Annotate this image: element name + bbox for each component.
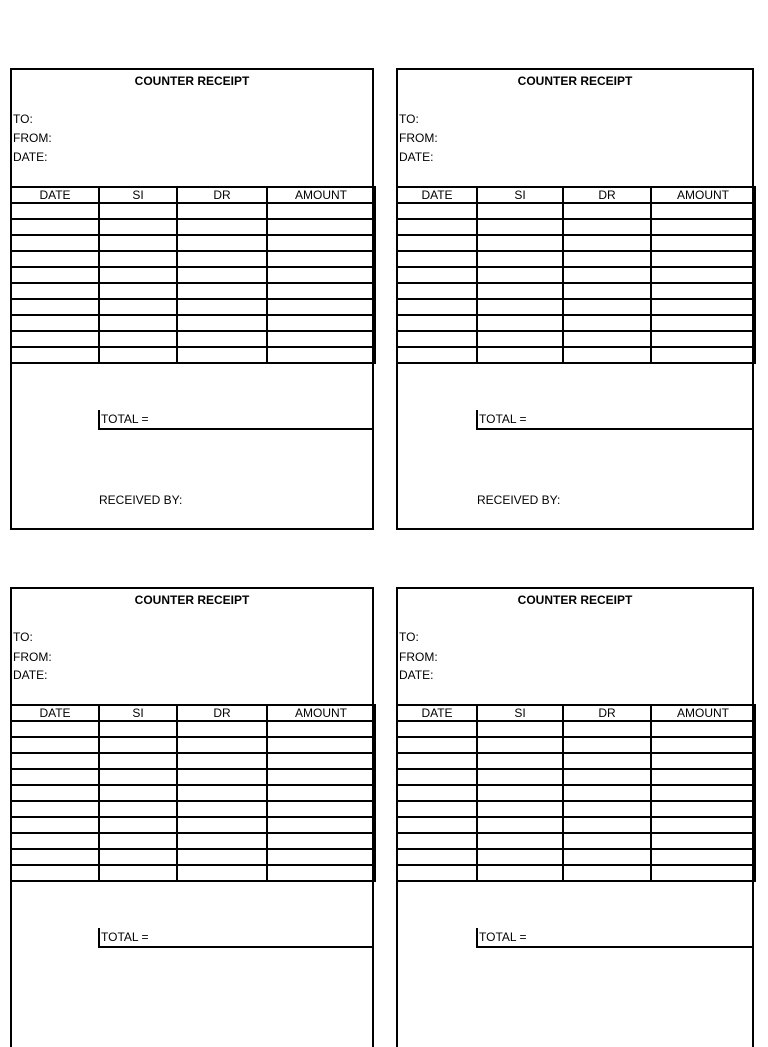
table-cell-date[interactable] <box>11 737 99 753</box>
table-cell-si[interactable] <box>99 251 177 267</box>
table-cell-dr[interactable] <box>177 721 267 737</box>
table-row <box>11 785 375 801</box>
table-cell-date[interactable] <box>397 817 477 833</box>
table-cell-dr[interactable] <box>563 817 651 833</box>
table-cell-dr[interactable] <box>177 251 267 267</box>
table-cell-amount[interactable] <box>651 753 755 769</box>
table-cell-dr[interactable] <box>563 331 651 347</box>
counter-receipt-bottom-right <box>396 587 754 1047</box>
table-cell-dr[interactable] <box>563 219 651 235</box>
counter-receipt-top-right <box>396 68 754 530</box>
counter-receipt-top-left <box>10 68 374 530</box>
table-cell-date[interactable] <box>11 299 99 315</box>
total-field: TOTAL = <box>98 928 374 948</box>
table-cell-dr[interactable] <box>177 267 267 283</box>
date-label: DATE: <box>13 150 48 164</box>
table-row <box>397 203 755 219</box>
table-cell-date[interactable] <box>397 219 477 235</box>
table-row <box>397 299 755 315</box>
table-cell-amount[interactable] <box>267 817 375 833</box>
total-field: TOTAL = <box>476 410 754 430</box>
table-row <box>11 753 375 769</box>
table-cell-dr[interactable] <box>563 721 651 737</box>
table-cell-dr[interactable] <box>563 833 651 849</box>
column-header-si: SI <box>99 187 177 203</box>
table-cell-si[interactable] <box>99 785 177 801</box>
column-header-date: DATE <box>397 705 477 721</box>
table-cell-si[interactable] <box>477 219 563 235</box>
table-row <box>397 785 755 801</box>
table-cell-dr[interactable] <box>177 299 267 315</box>
table-cell-amount[interactable] <box>651 267 755 283</box>
table-cell-si[interactable] <box>99 283 177 299</box>
table-cell-si[interactable] <box>99 315 177 331</box>
table-cell-amount[interactable] <box>651 817 755 833</box>
table-row <box>397 817 755 833</box>
from-label: FROM: <box>13 650 52 664</box>
table-row <box>11 283 375 299</box>
received-by-label: RECEIVED BY: <box>477 493 561 507</box>
table-row <box>11 721 375 737</box>
table-cell-si[interactable] <box>477 331 563 347</box>
table-cell-si[interactable] <box>477 737 563 753</box>
table-cell-dr[interactable] <box>177 235 267 251</box>
table-cell-si[interactable] <box>99 331 177 347</box>
table-cell-amount[interactable] <box>651 769 755 785</box>
table-cell-dr[interactable] <box>563 753 651 769</box>
table-cell-amount[interactable] <box>267 299 375 315</box>
table-row <box>11 203 375 219</box>
table-cell-date[interactable] <box>11 267 99 283</box>
table-row <box>397 833 755 849</box>
table-cell-date[interactable] <box>11 865 99 881</box>
receipt-table <box>396 704 756 882</box>
table-cell-amount[interactable] <box>651 347 755 363</box>
to-label: TO: <box>13 112 33 126</box>
table-row <box>397 769 755 785</box>
table-cell-amount[interactable] <box>267 785 375 801</box>
table-cell-si[interactable] <box>99 753 177 769</box>
table-row <box>11 817 375 833</box>
receipt-title: COUNTER RECEIPT <box>134 74 250 88</box>
table-row <box>11 801 375 817</box>
table-cell-amount[interactable] <box>267 251 375 267</box>
table-cell-date[interactable] <box>11 283 99 299</box>
table-cell-date[interactable] <box>11 235 99 251</box>
table-cell-dr[interactable] <box>177 219 267 235</box>
date-label: DATE: <box>399 150 434 164</box>
table-cell-si[interactable] <box>477 865 563 881</box>
table-cell-amount[interactable] <box>651 849 755 865</box>
table-cell-dr[interactable] <box>177 203 267 219</box>
table-cell-amount[interactable] <box>267 753 375 769</box>
column-header-date: DATE <box>11 187 99 203</box>
table-cell-dr[interactable] <box>563 849 651 865</box>
table-cell-amount[interactable] <box>651 801 755 817</box>
table-cell-date[interactable] <box>397 315 477 331</box>
table-cell-amount[interactable] <box>651 833 755 849</box>
column-header-si: SI <box>477 187 563 203</box>
table-cell-amount[interactable] <box>651 865 755 881</box>
receipt-table <box>10 186 376 364</box>
column-header-dr: DR <box>563 705 651 721</box>
table-cell-amount[interactable] <box>267 267 375 283</box>
table-row <box>11 299 375 315</box>
table-cell-dr[interactable] <box>177 785 267 801</box>
table-cell-dr[interactable] <box>563 251 651 267</box>
table-cell-date[interactable] <box>397 235 477 251</box>
table-cell-dr[interactable] <box>177 753 267 769</box>
table-cell-date[interactable] <box>11 315 99 331</box>
table-row <box>11 737 375 753</box>
table-cell-si[interactable] <box>99 267 177 283</box>
table-row <box>11 849 375 865</box>
table-cell-dr[interactable] <box>563 315 651 331</box>
table-row <box>11 833 375 849</box>
table-cell-si[interactable] <box>477 817 563 833</box>
table-cell-amount[interactable] <box>267 347 375 363</box>
table-cell-si[interactable] <box>477 721 563 737</box>
from-label: FROM: <box>13 131 52 145</box>
total-field: TOTAL = <box>98 410 374 430</box>
column-header-date: DATE <box>11 705 99 721</box>
table-cell-si[interactable] <box>99 769 177 785</box>
table-cell-dr[interactable] <box>563 769 651 785</box>
from-label: FROM: <box>399 131 438 145</box>
table-header-row <box>397 187 755 203</box>
table-cell-date[interactable] <box>397 833 477 849</box>
table-row <box>397 849 755 865</box>
table-cell-amount[interactable] <box>267 721 375 737</box>
table-row <box>11 865 375 881</box>
table-header-row <box>11 705 375 721</box>
table-cell-si[interactable] <box>477 203 563 219</box>
table-cell-amount[interactable] <box>267 219 375 235</box>
table-cell-dr[interactable] <box>177 283 267 299</box>
table-cell-dr[interactable] <box>177 817 267 833</box>
table-cell-amount[interactable] <box>267 865 375 881</box>
table-cell-amount[interactable] <box>267 849 375 865</box>
receipt-table <box>10 704 376 882</box>
table-cell-si[interactable] <box>99 801 177 817</box>
table-cell-dr[interactable] <box>563 235 651 251</box>
table-row <box>11 251 375 267</box>
table-cell-dr[interactable] <box>177 849 267 865</box>
table-cell-date[interactable] <box>11 203 99 219</box>
table-cell-si[interactable] <box>99 737 177 753</box>
table-cell-dr[interactable] <box>563 347 651 363</box>
table-cell-date[interactable] <box>11 817 99 833</box>
table-cell-dr[interactable] <box>177 833 267 849</box>
table-cell-date[interactable] <box>397 721 477 737</box>
table-cell-si[interactable] <box>477 267 563 283</box>
table-row <box>397 865 755 881</box>
table-row <box>397 331 755 347</box>
table-cell-dr[interactable] <box>563 801 651 817</box>
table-cell-si[interactable] <box>99 833 177 849</box>
table-cell-dr[interactable] <box>563 737 651 753</box>
table-cell-amount[interactable] <box>651 331 755 347</box>
table-cell-si[interactable] <box>99 219 177 235</box>
table-cell-date[interactable] <box>397 753 477 769</box>
table-cell-dr[interactable] <box>177 865 267 881</box>
table-cell-dr[interactable] <box>563 865 651 881</box>
column-header-amount: AMOUNT <box>267 705 375 721</box>
table-cell-dr[interactable] <box>563 283 651 299</box>
table-cell-date[interactable] <box>397 267 477 283</box>
column-header-amount: AMOUNT <box>651 187 755 203</box>
date-label: DATE: <box>13 668 48 682</box>
table-cell-dr[interactable] <box>177 331 267 347</box>
table-cell-si[interactable] <box>477 801 563 817</box>
table-cell-date[interactable] <box>11 785 99 801</box>
table-cell-date[interactable] <box>11 219 99 235</box>
table-cell-si[interactable] <box>99 347 177 363</box>
table-cell-si[interactable] <box>477 833 563 849</box>
table-cell-si[interactable] <box>477 849 563 865</box>
total-field: TOTAL = <box>476 928 754 948</box>
table-cell-amount[interactable] <box>267 283 375 299</box>
table-row <box>397 235 755 251</box>
table-cell-amount[interactable] <box>267 315 375 331</box>
table-cell-date[interactable] <box>11 849 99 865</box>
to-label: TO: <box>13 630 33 644</box>
table-cell-date[interactable] <box>397 299 477 315</box>
table-row <box>397 315 755 331</box>
table-cell-date[interactable] <box>11 833 99 849</box>
table-cell-amount[interactable] <box>651 235 755 251</box>
table-cell-dr[interactable] <box>563 785 651 801</box>
table-cell-si[interactable] <box>99 203 177 219</box>
receipt-title: COUNTER RECEIPT <box>517 74 633 88</box>
table-row <box>397 753 755 769</box>
table-cell-amount[interactable] <box>651 203 755 219</box>
table-cell-si[interactable] <box>477 283 563 299</box>
table-row <box>397 347 755 363</box>
column-header-amount: AMOUNT <box>267 187 375 203</box>
table-cell-dr[interactable] <box>563 203 651 219</box>
table-row <box>397 721 755 737</box>
table-cell-dr[interactable] <box>177 737 267 753</box>
table-cell-date[interactable] <box>397 203 477 219</box>
table-cell-amount[interactable] <box>651 737 755 753</box>
table-cell-date[interactable] <box>397 251 477 267</box>
received-by-label: RECEIVED BY: <box>99 493 183 507</box>
table-cell-date[interactable] <box>397 737 477 753</box>
table-cell-si[interactable] <box>99 299 177 315</box>
table-cell-si[interactable] <box>477 753 563 769</box>
receipt-title: COUNTER RECEIPT <box>134 593 250 607</box>
counter-receipt-bottom-left <box>10 587 374 1047</box>
table-cell-amount[interactable] <box>267 203 375 219</box>
table-row <box>397 251 755 267</box>
table-cell-si[interactable] <box>99 721 177 737</box>
receipt-title: COUNTER RECEIPT <box>517 593 633 607</box>
table-cell-dr[interactable] <box>563 267 651 283</box>
receipt-table <box>396 186 756 364</box>
table-cell-date[interactable] <box>11 331 99 347</box>
to-label: TO: <box>399 630 419 644</box>
table-cell-date[interactable] <box>11 769 99 785</box>
table-row <box>397 283 755 299</box>
column-header-dr: DR <box>563 187 651 203</box>
table-cell-si[interactable] <box>477 315 563 331</box>
date-label: DATE: <box>399 668 434 682</box>
table-cell-si[interactable] <box>99 817 177 833</box>
column-header-amount: AMOUNT <box>651 705 755 721</box>
table-cell-date[interactable] <box>397 347 477 363</box>
table-row <box>11 267 375 283</box>
table-cell-si[interactable] <box>477 785 563 801</box>
table-cell-amount[interactable] <box>651 299 755 315</box>
table-cell-si[interactable] <box>477 251 563 267</box>
table-header-row <box>397 705 755 721</box>
column-header-dr: DR <box>177 705 267 721</box>
table-cell-amount[interactable] <box>651 251 755 267</box>
table-cell-amount[interactable] <box>267 331 375 347</box>
table-header-row <box>11 187 375 203</box>
table-cell-si[interactable] <box>477 769 563 785</box>
table-cell-si[interactable] <box>99 849 177 865</box>
table-cell-date[interactable] <box>11 753 99 769</box>
table-cell-si[interactable] <box>99 235 177 251</box>
table-cell-dr[interactable] <box>177 347 267 363</box>
table-cell-amount[interactable] <box>267 801 375 817</box>
table-cell-amount[interactable] <box>267 769 375 785</box>
to-label: TO: <box>399 112 419 126</box>
table-row <box>11 347 375 363</box>
table-cell-date[interactable] <box>397 865 477 881</box>
table-cell-date[interactable] <box>397 331 477 347</box>
column-header-si: SI <box>477 705 563 721</box>
table-cell-date[interactable] <box>11 721 99 737</box>
table-cell-si[interactable] <box>477 347 563 363</box>
table-cell-dr[interactable] <box>177 769 267 785</box>
table-cell-dr[interactable] <box>563 299 651 315</box>
table-row <box>11 769 375 785</box>
table-row <box>397 219 755 235</box>
table-cell-amount[interactable] <box>651 315 755 331</box>
table-row <box>11 331 375 347</box>
table-cell-amount[interactable] <box>267 235 375 251</box>
table-cell-amount[interactable] <box>267 833 375 849</box>
table-row <box>11 315 375 331</box>
column-header-dr: DR <box>177 187 267 203</box>
table-cell-date[interactable] <box>11 347 99 363</box>
table-row <box>397 267 755 283</box>
table-cell-dr[interactable] <box>177 315 267 331</box>
table-cell-dr[interactable] <box>177 801 267 817</box>
table-cell-date[interactable] <box>11 251 99 267</box>
table-cell-amount[interactable] <box>267 737 375 753</box>
from-label: FROM: <box>399 650 438 664</box>
table-row <box>11 219 375 235</box>
table-cell-date[interactable] <box>397 785 477 801</box>
table-row <box>397 801 755 817</box>
table-cell-amount[interactable] <box>651 283 755 299</box>
table-cell-amount[interactable] <box>651 219 755 235</box>
table-row <box>397 737 755 753</box>
table-cell-date[interactable] <box>11 801 99 817</box>
table-cell-si[interactable] <box>477 299 563 315</box>
table-cell-amount[interactable] <box>651 785 755 801</box>
table-cell-amount[interactable] <box>651 721 755 737</box>
column-header-si: SI <box>99 705 177 721</box>
table-cell-date[interactable] <box>397 849 477 865</box>
table-row <box>11 235 375 251</box>
table-cell-si[interactable] <box>99 865 177 881</box>
table-cell-date[interactable] <box>397 769 477 785</box>
table-cell-date[interactable] <box>397 801 477 817</box>
table-cell-date[interactable] <box>397 283 477 299</box>
table-cell-si[interactable] <box>477 235 563 251</box>
column-header-date: DATE <box>397 187 477 203</box>
